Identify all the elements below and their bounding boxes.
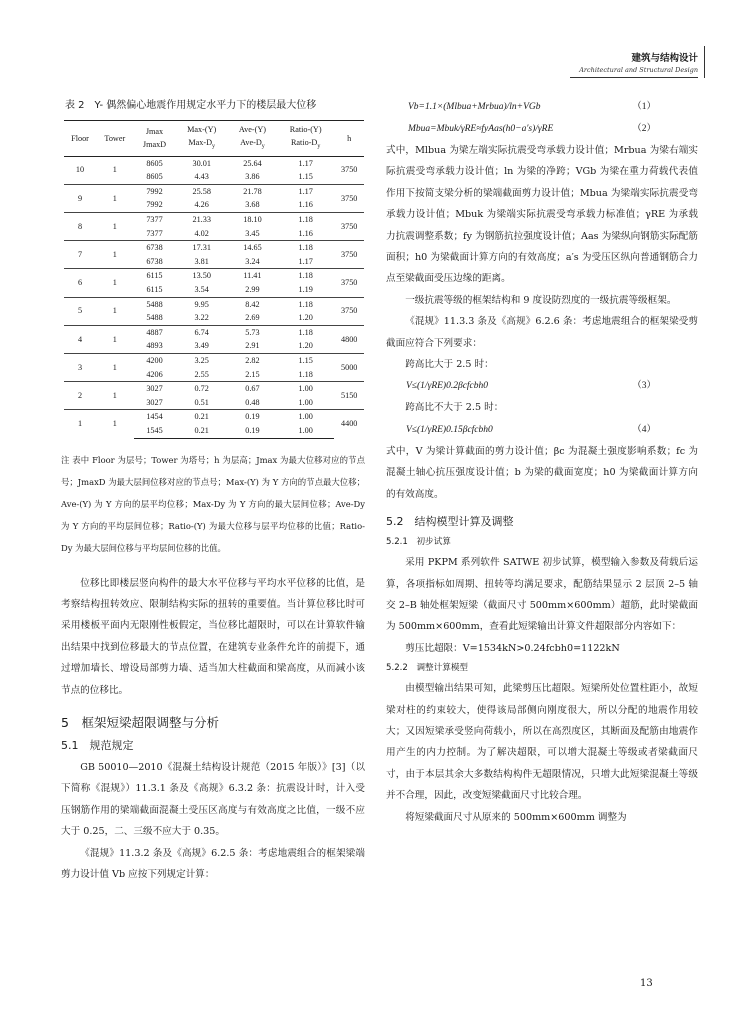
col-h: h <box>334 121 364 157</box>
journal-title: 建筑与结构设计 <box>631 53 698 64</box>
cell-value: 1454 <box>134 410 176 424</box>
cell-value: 5488 <box>134 297 176 311</box>
col-ave: Ave-(Y) Ave-$D_y$ <box>228 121 277 157</box>
cell-value: 25.64 <box>243 158 262 168</box>
cell-floor: 5 <box>64 297 96 325</box>
cell-value: 1.18 <box>277 269 334 283</box>
cell-value: 8.42 <box>228 297 277 311</box>
cell-value: 0.72 <box>175 382 228 396</box>
cell-value: 0.19 <box>228 410 277 424</box>
cell-value: 3.68 <box>245 200 260 210</box>
right-column <box>386 96 698 828</box>
cell-value: 7992 <box>146 200 163 210</box>
cell-value: 3.54 <box>194 284 209 294</box>
equation-4: V≤(1/γRE)0.15βcfcbh0 （4） <box>406 424 656 435</box>
cell-value: 1.00 <box>277 410 334 424</box>
cell-value: 7377 <box>146 228 163 238</box>
cell-value: 1.00 <box>277 424 334 438</box>
cell-tower: 1 <box>112 165 117 175</box>
cell-value: 5.73 <box>228 325 277 339</box>
cell-value: 0.48 <box>245 397 260 407</box>
equation-2: Mbua=Mbuk/γRE≈fyAas(h0−a′s)/γRE （2） <box>408 124 656 134</box>
cell-tower: 1 <box>96 241 134 269</box>
table-row <box>64 410 364 424</box>
cell-value: 6115 <box>146 284 163 294</box>
cell-tower: 1 <box>96 213 134 241</box>
para-adjust-section: 将短梁截面尺寸从原来的 500mm×600mm 调整为 <box>405 811 627 823</box>
cell-value: 4.26 <box>194 200 209 210</box>
cell-h: 5150 <box>334 382 364 410</box>
section-5-heading: 5 框架短梁超限调整与分析 <box>61 714 219 730</box>
col-max: Max-(Y) Max-$D_y$ <box>175 121 228 157</box>
cell-value: 6738 <box>134 241 176 255</box>
displacement-table <box>64 120 364 439</box>
span-ratio-1: 跨高比大于 2.5 时： <box>405 359 494 371</box>
cell-value: 4206 <box>146 369 163 379</box>
section-5-2-1-heading: 5.2.1 初步试算 <box>386 537 451 548</box>
cell-value: 4893 <box>146 341 163 351</box>
cell-floor: 1 <box>64 410 96 438</box>
header-rule <box>570 77 698 78</box>
cell-value: 8605 <box>146 158 163 168</box>
para-shear-section: 《混规》11.3.3 条及《高规》6.2.6 条：考虑地震组合的框架梁受剪截面应符合下列要求： <box>386 316 698 349</box>
col-floor: Floor <box>64 121 96 157</box>
cell-value: 2.55 <box>194 369 209 379</box>
para-eq-symbols-2: 式中，V 为梁计算截面的剪力设计值；βc 为混凝土强度影响系数；fc 为混凝土轴心抗压强度设计值；b 为梁的截面宽度；h0 为梁截面计算方向的有效高度。 <box>386 445 698 500</box>
cell-floor: 4 <box>64 325 96 353</box>
table-row <box>64 213 364 227</box>
cell-value: 3.22 <box>194 313 209 323</box>
cell-value: 2.91 <box>245 341 260 351</box>
cell-value: 1.18 <box>298 369 313 379</box>
header-bar <box>704 46 705 78</box>
cell-floor: 8 <box>64 213 96 241</box>
cell-value: 3.81 <box>194 256 209 266</box>
cell-value: 6115 <box>134 269 176 283</box>
cell-value: 2.82 <box>228 353 277 367</box>
cell-floor: 9 <box>64 184 96 212</box>
cell-value: 1.18 <box>277 213 334 227</box>
cell-value: 2.69 <box>245 313 260 323</box>
cell-value: 1.17 <box>277 184 334 198</box>
col-tower: Tower <box>96 121 134 157</box>
section-5-2-2-heading: 5.2.2 调整计算模型 <box>386 663 469 674</box>
para-code-2: 《混规》11.3.2 条及《高规》6.2.5 条：考虑地震组合的框架梁端剪力设计值 Vb 应按下列规定计算： <box>61 847 365 880</box>
table-caption: 表 2 Y- 偶然偏心地震作用规定水平力下的楼层最大位移 <box>65 100 317 111</box>
cell-value: 18.10 <box>228 213 277 227</box>
para-displacement-ratio: 位移比即楼层竖向构件的最大水平位移与平均水平位移的比值，是考察结构扭转效应、限制结构实际的扭转的重要值。当计算位移比时可采用楼板平面内无限刚性板假定，当位移比超限时，可以在计算软件输出结果中找到位移最大的节点位置，在建筑专业条件允许的前提下，通过增加墙长、增设局部剪力墙、适当加大柱截面和梁高度，从而减小该节点的位移比。 <box>61 577 365 696</box>
cell-value: 3.45 <box>245 228 260 238</box>
cell-h: 3750 <box>334 269 364 297</box>
col-ratio: Ratio-(Y) Ratio-$D_y$ <box>277 121 334 157</box>
cell-tower: 1 <box>96 410 134 438</box>
cell-tower: 1 <box>96 353 134 381</box>
cell-h: 3750 <box>334 297 364 325</box>
cell-value: 4887 <box>134 325 176 339</box>
cell-value: 3.86 <box>245 172 260 182</box>
para-code-1: GB 50010—2010《混凝土结构设计规范（2015 年版）》[3]（以下简称《混规》）11.3.1 条及《高规》6.3.2 条：抗震设计时，计入受压钢筋作用的梁端截面混凝土受压区高度与有效高度之比值，一级不应大于 0.25，二、三级不应大于 0.35。 <box>61 761 365 838</box>
col-jmax: Jmax JmaxD <box>134 121 176 157</box>
cell-value: 1545 <box>134 424 176 438</box>
equation-1: Vb=1.1×(Mlbua+Mrbua)/ln+VGb （1） <box>408 102 656 112</box>
cell-value: 3.24 <box>245 256 260 266</box>
cell-value: 1.15 <box>277 353 334 367</box>
cell-value: 4.43 <box>194 172 209 182</box>
section-5-2-heading: 5.2 结构模型计算及调整 <box>386 515 514 529</box>
left-column <box>61 96 365 885</box>
cell-h: 3750 <box>334 241 364 269</box>
para-shear-exceed: 剪压比超限：V=1534kN>0.24fcbh0=1122kN <box>405 642 620 654</box>
cell-value: 2.99 <box>245 284 260 294</box>
cell-h: 4400 <box>334 410 364 438</box>
para-adjust-model: 由模型输出结果可知，此梁剪压比超限。短梁所处位置柱距小，故短梁对柱的约束较大，使得该局部侧向刚度很大，所以分配的地震作用较大；又因短梁承受竖向荷载小，所以在高烈度区，其断面及配筋由地震作用产生的内力控制。为了解决超限，可以增大混凝土等级或者梁截面尺寸，由于本层其余大多数结构构件无超限情况，只增大此短梁混凝土等级并不合理，因此，改变短梁截面尺寸比较合理。 <box>386 683 698 802</box>
cell-value: 5488 <box>146 313 163 323</box>
cell-value: 0.19 <box>228 424 277 438</box>
cell-value: 4200 <box>134 353 176 367</box>
cell-tower: 1 <box>96 269 134 297</box>
table-row <box>64 156 364 170</box>
cell-tower: 1 <box>96 184 134 212</box>
cell-value: 3027 <box>146 397 163 407</box>
cell-value: 17.31 <box>175 241 228 255</box>
cell-value: 2.15 <box>245 369 260 379</box>
table-note: 注 表中 Floor 为层号；Tower 为塔号；h 为层高；Jmax 为最大位移对应的节点号；JmaxD 为最大层间位移对应的节点号；Max-(Y) 为 Y 方向的节点最大位移；Ave-(Y) 为 Y 方向的层平均位移；Max-Dy 为 Y 方向的最大层间位移；Ave-Dy 为 Y 方向的平均层间位移；Ratio-(Y) 为最大位移与层平均位移的比值；Ratio-Dy 为最大层间位移与平均层间位移的比值。 <box>61 454 365 553</box>
cell-value: 1.15 <box>298 172 313 182</box>
cell-value: 1.17 <box>298 158 313 168</box>
cell-value: 1.19 <box>298 284 313 294</box>
cell-value: 25.58 <box>175 184 228 198</box>
cell-value: 30.01 <box>192 158 211 168</box>
cell-value: 8605 <box>146 172 163 182</box>
cell-value: 3027 <box>134 382 176 396</box>
journal-subtitle: Architectural and Structural Design <box>579 66 698 74</box>
cell-value: 3.25 <box>175 353 228 367</box>
cell-value: 0.21 <box>175 424 228 438</box>
cell-value: 1.18 <box>277 325 334 339</box>
cell-h: 3750 <box>334 213 364 241</box>
table-row <box>64 325 364 339</box>
cell-h: 3750 <box>334 184 364 212</box>
table-row <box>64 269 364 283</box>
cell-tower: 1 <box>96 297 134 325</box>
cell-value: 1.18 <box>277 241 334 255</box>
table-row <box>64 241 364 255</box>
cell-h: 5000 <box>334 353 364 381</box>
cell-value: 7992 <box>134 184 176 198</box>
table-row <box>64 353 364 367</box>
para-seismic-grade: 一级抗震等级的框架结构和 9 度设防烈度的一级抗震等级框架。 <box>405 294 677 306</box>
cell-h: 4800 <box>334 325 364 353</box>
page-number: 13 <box>640 978 653 989</box>
cell-value: 1.17 <box>298 256 313 266</box>
cell-value: 1.20 <box>298 341 313 351</box>
table-row <box>64 297 364 311</box>
cell-value: 13.50 <box>175 269 228 283</box>
equation-3: V≤(1/γRE)0.2βcfcbh0 （3） <box>406 381 656 392</box>
cell-tower: 1 <box>96 325 134 353</box>
cell-value: 0.51 <box>194 397 209 407</box>
cell-floor: 2 <box>64 382 96 410</box>
para-eq-symbols: 式中，Mlbua 为梁左端实际抗震受弯承载力设计值；Mrbua 为梁右端实际抗震受弯承载力设计值；ln 为梁的净跨；VGb 为梁在重力荷载代表值作用下按简支梁分析的梁端截面剪力设计值；Mbua 为梁端实际抗震受弯承载力设计值；Mbuk 为梁端实际抗震受弯承载力标准值；γRE 为承载力抗震调整系数；fy 为钢筋抗拉强度设计值；Aas 为梁纵向钢筋实际配筋面积；h0 为梁截面计算方向的有效高度；a′s 为受压区纵向普通钢筋合力点至梁截面受压边缘的距离。 <box>386 145 698 285</box>
cell-value: 14.65 <box>228 241 277 255</box>
cell-value: 6.74 <box>175 325 228 339</box>
cell-value: 21.78 <box>228 184 277 198</box>
cell-value: 1.00 <box>277 382 334 396</box>
cell-value: 4.02 <box>194 228 209 238</box>
cell-floor: 3 <box>64 353 96 381</box>
cell-value: 1.00 <box>298 397 313 407</box>
cell-value: 1.16 <box>298 200 313 210</box>
cell-value: 6738 <box>146 256 163 266</box>
cell-value: 0.21 <box>175 410 228 424</box>
cell-floor: 10 <box>75 165 85 175</box>
cell-value: 1.20 <box>298 313 313 323</box>
cell-value: 1.16 <box>298 228 313 238</box>
cell-tower: 1 <box>96 382 134 410</box>
cell-value: 21.33 <box>175 213 228 227</box>
cell-value: 1.18 <box>277 297 334 311</box>
cell-value: 0.67 <box>228 382 277 396</box>
span-ratio-2: 跨高比不大于 2.5 时： <box>405 402 504 414</box>
para-trial-calc: 采用 PKPM 系列软件 SATWE 初步试算，模型输入参数及荷载后运算，各项指标如周期、扭转等均满足要求，配筋结果显示 2 层顶 2–5 轴交 2–B 轴处框架短梁（截面尺寸 500mm×600mm）超筋，此时梁截面为 500mm×600mm，查看此短梁输出计算文件超限部分内容如下： <box>386 557 698 633</box>
cell-value: 11.41 <box>228 269 277 283</box>
cell-value: 3.49 <box>194 341 209 351</box>
cell-floor: 6 <box>64 269 96 297</box>
cell-h: 3750 <box>341 165 358 175</box>
table-row <box>64 184 364 198</box>
table-row <box>64 382 364 396</box>
section-5-1-heading: 5.1 规范规定 <box>61 738 134 752</box>
cell-value: 9.95 <box>175 297 228 311</box>
cell-floor: 7 <box>64 241 96 269</box>
cell-value: 7377 <box>134 213 176 227</box>
